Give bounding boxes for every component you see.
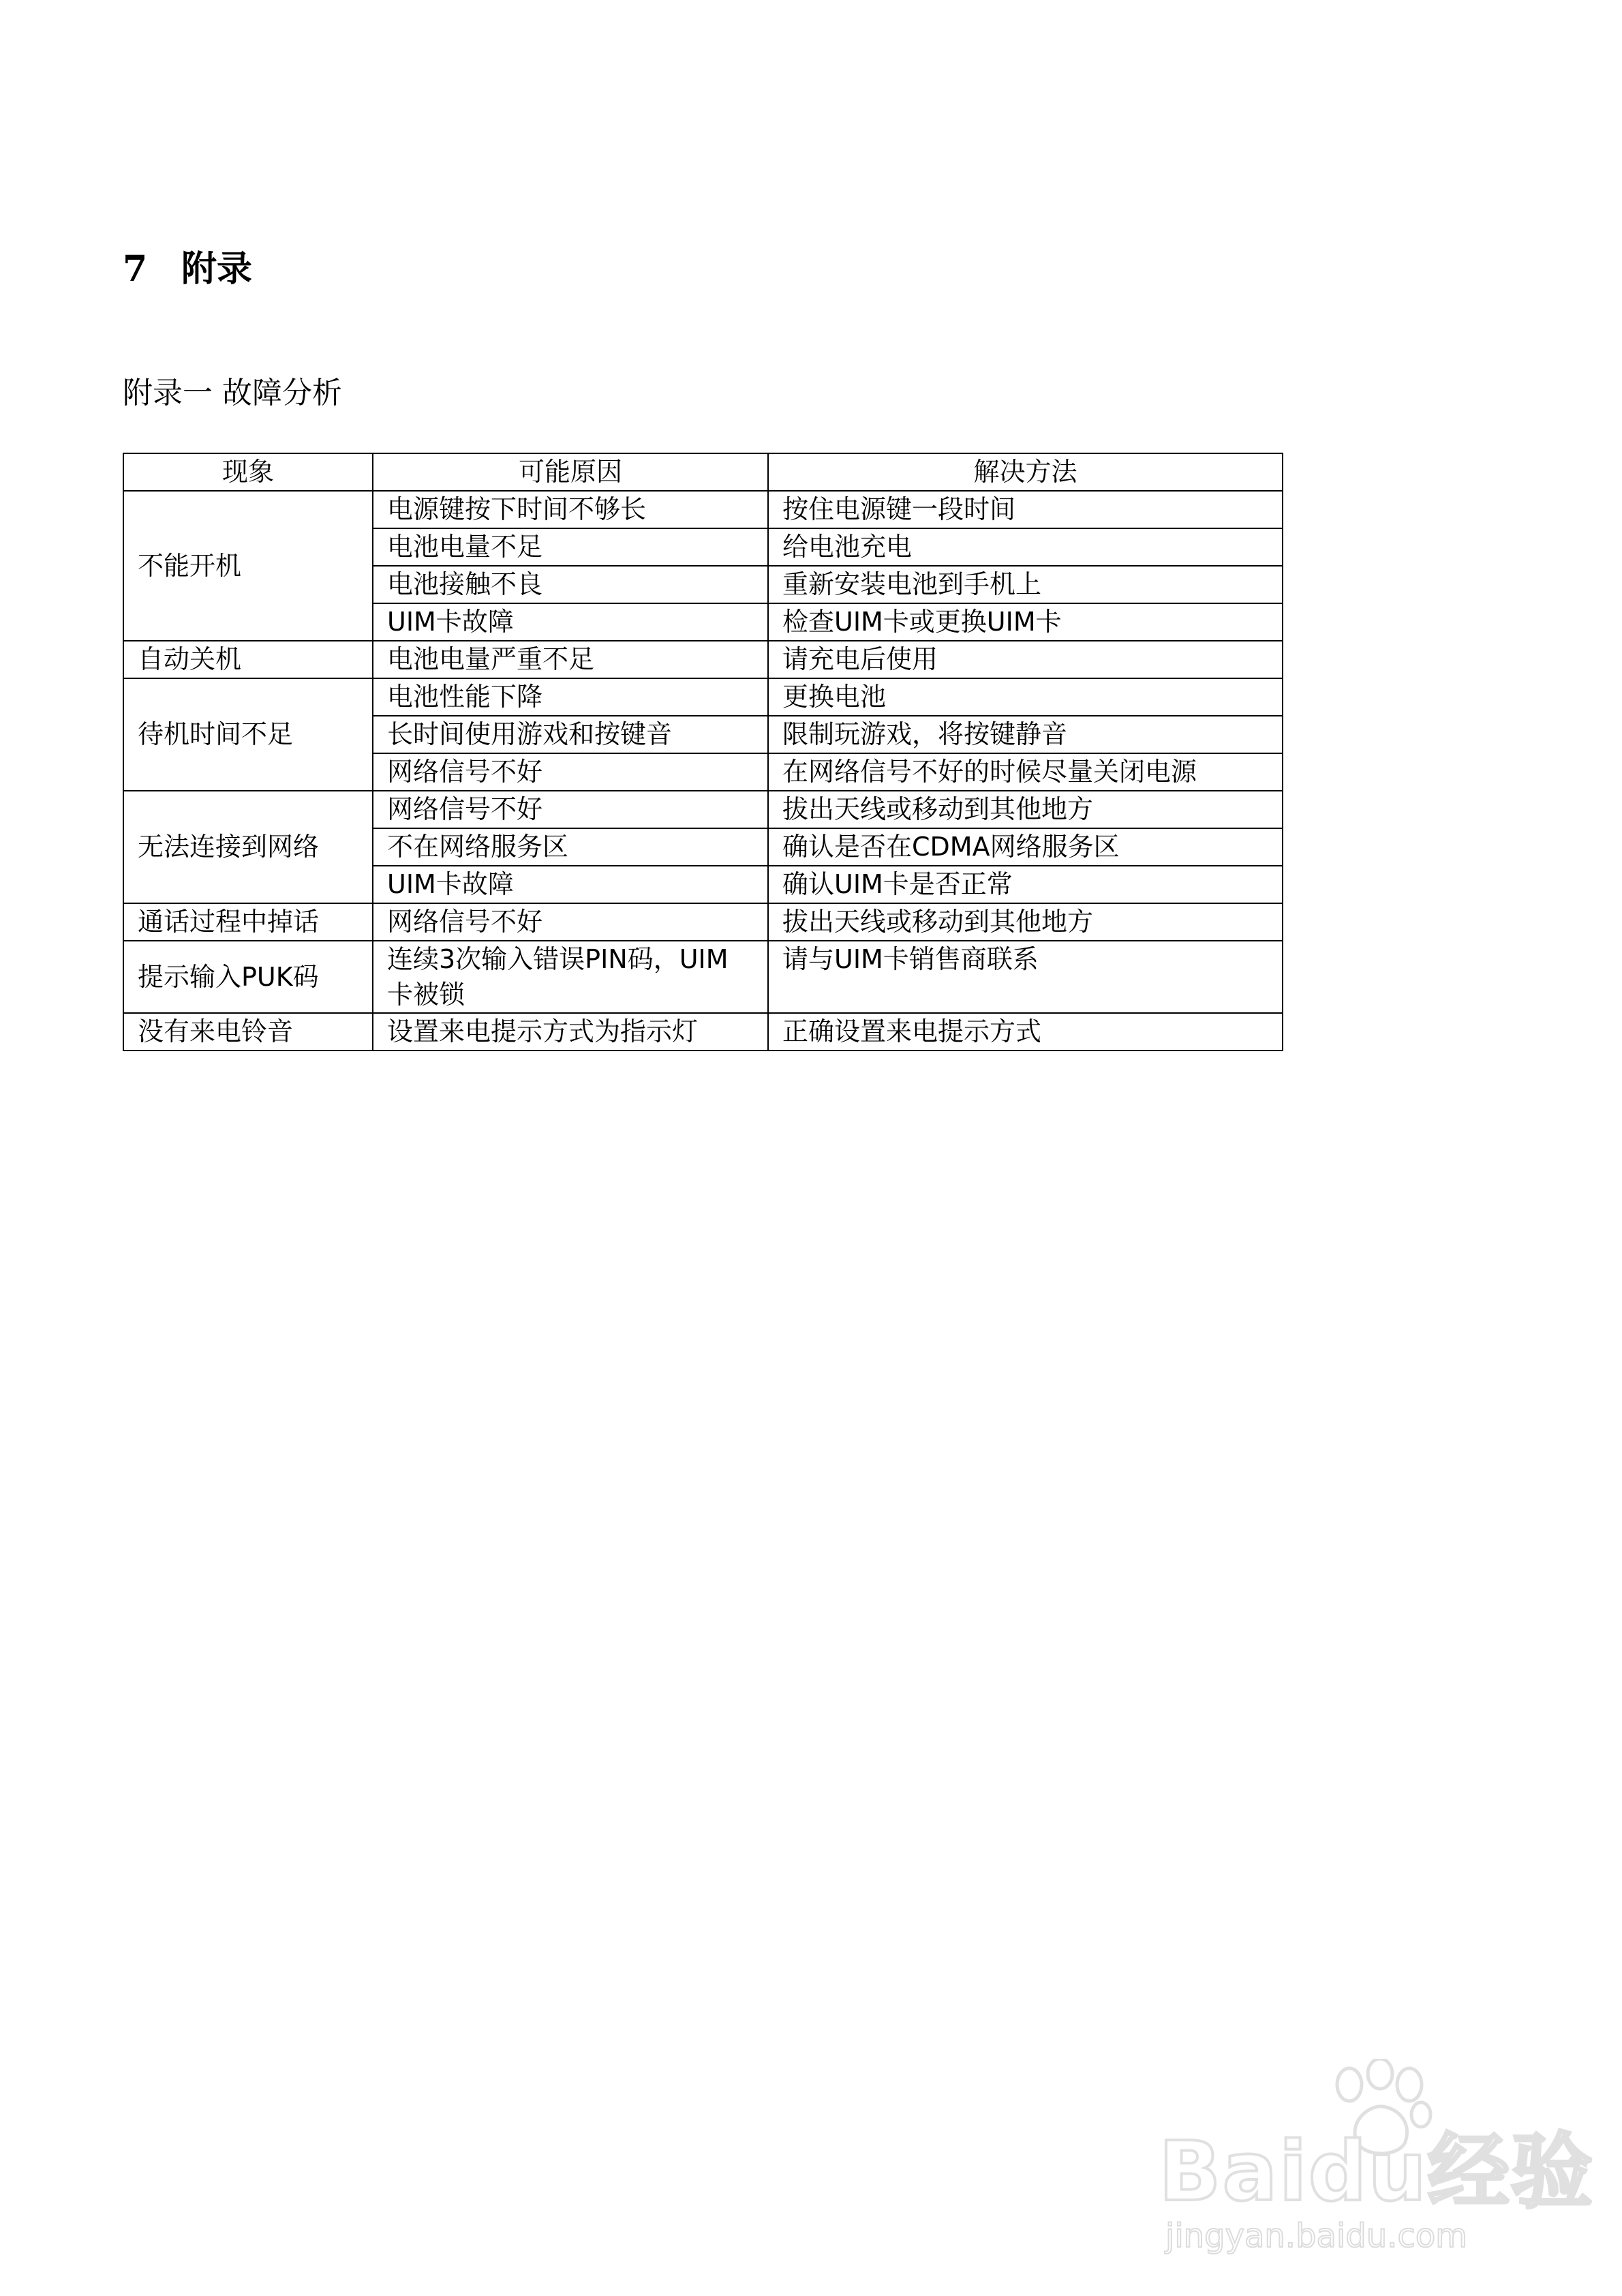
solution-cell: 拔出天线或移动到其他地方 bbox=[768, 791, 1283, 828]
solution-cell: 确认UIM卡是否正常 bbox=[768, 866, 1283, 903]
baidu-logo-text: Baidu经验 bbox=[1159, 2125, 1594, 2220]
chapter-number: 7 bbox=[123, 248, 148, 290]
solution-cell: 请充电后使用 bbox=[768, 641, 1283, 678]
cause-cell: 不在网络服务区 bbox=[373, 828, 768, 866]
solution-cell: 确认是否在CDMA网络服务区 bbox=[768, 828, 1283, 866]
phenomenon-cell: 待机时间不足 bbox=[123, 678, 373, 791]
cause-cell: 电池性能下降 bbox=[373, 678, 768, 716]
table-row bbox=[123, 678, 1283, 716]
phenomenon-cell: 提示输入PUK码 bbox=[123, 941, 373, 1013]
table-row bbox=[123, 641, 1283, 678]
phenomenon-cell: 自动关机 bbox=[123, 641, 373, 678]
solution-cell: 检查UIM卡或更换UIM卡 bbox=[768, 603, 1283, 641]
cause-cell: 电池电量严重不足 bbox=[373, 641, 768, 678]
cause-cell: 电池电量不足 bbox=[373, 528, 768, 566]
header-solution: 解决方法 bbox=[768, 453, 1283, 491]
table-row bbox=[123, 903, 1283, 941]
solution-cell: 拔出天线或移动到其他地方 bbox=[768, 903, 1283, 941]
solution-cell: 正确设置来电提示方式 bbox=[768, 1013, 1283, 1051]
table-row bbox=[123, 941, 1283, 1013]
phenomenon-cell: 无法连接到网络 bbox=[123, 791, 373, 903]
solution-cell: 重新安装电池到手机上 bbox=[768, 566, 1283, 603]
cause-cell: 电池接触不良 bbox=[373, 566, 768, 603]
table-row bbox=[123, 491, 1283, 528]
solution-cell: 更换电池 bbox=[768, 678, 1283, 716]
solution-cell: 按住电源键一段时间 bbox=[768, 491, 1283, 528]
section-title: 附录一 故障分析 bbox=[123, 376, 342, 410]
cause-cell: 长时间使用游戏和按键音 bbox=[373, 716, 768, 753]
table-header-row bbox=[123, 453, 1283, 491]
baidu-url-text: jingyan.baidu.com bbox=[1165, 2217, 1467, 2255]
cause-cell: 网络信号不好 bbox=[373, 791, 768, 828]
table-row bbox=[123, 1013, 1283, 1051]
cause-cell: 网络信号不好 bbox=[373, 753, 768, 791]
cause-cell: UIM卡故障 bbox=[373, 866, 768, 903]
header-cause: 可能原因 bbox=[373, 453, 768, 491]
table-row bbox=[123, 791, 1283, 828]
phenomenon-cell: 不能开机 bbox=[123, 491, 373, 641]
solution-cell: 给电池充电 bbox=[768, 528, 1283, 566]
baidu-watermark bbox=[1159, 2059, 1594, 2263]
solution-cell: 请与UIM卡销售商联系 bbox=[768, 941, 1283, 1013]
cause-cell: 设置来电提示方式为指示灯 bbox=[373, 1013, 768, 1051]
cause-cell: 网络信号不好 bbox=[373, 903, 768, 941]
phenomenon-cell: 没有来电铃音 bbox=[123, 1013, 373, 1051]
cause-cell: 连续3次输入错误PIN码，UIM卡被锁 bbox=[373, 941, 768, 1013]
chapter-title: 附录 bbox=[181, 248, 253, 290]
cause-cell: 电源键按下时间不够长 bbox=[373, 491, 768, 528]
solution-cell: 限制玩游戏，将按键静音 bbox=[768, 716, 1283, 753]
fault-analysis-table bbox=[123, 453, 1283, 1051]
cause-cell: UIM卡故障 bbox=[373, 603, 768, 641]
chapter-heading bbox=[123, 240, 252, 291]
header-phenomenon: 现象 bbox=[123, 453, 373, 491]
solution-cell: 在网络信号不好的时候尽量关闭电源 bbox=[768, 753, 1283, 791]
phenomenon-cell: 通话过程中掉话 bbox=[123, 903, 373, 941]
